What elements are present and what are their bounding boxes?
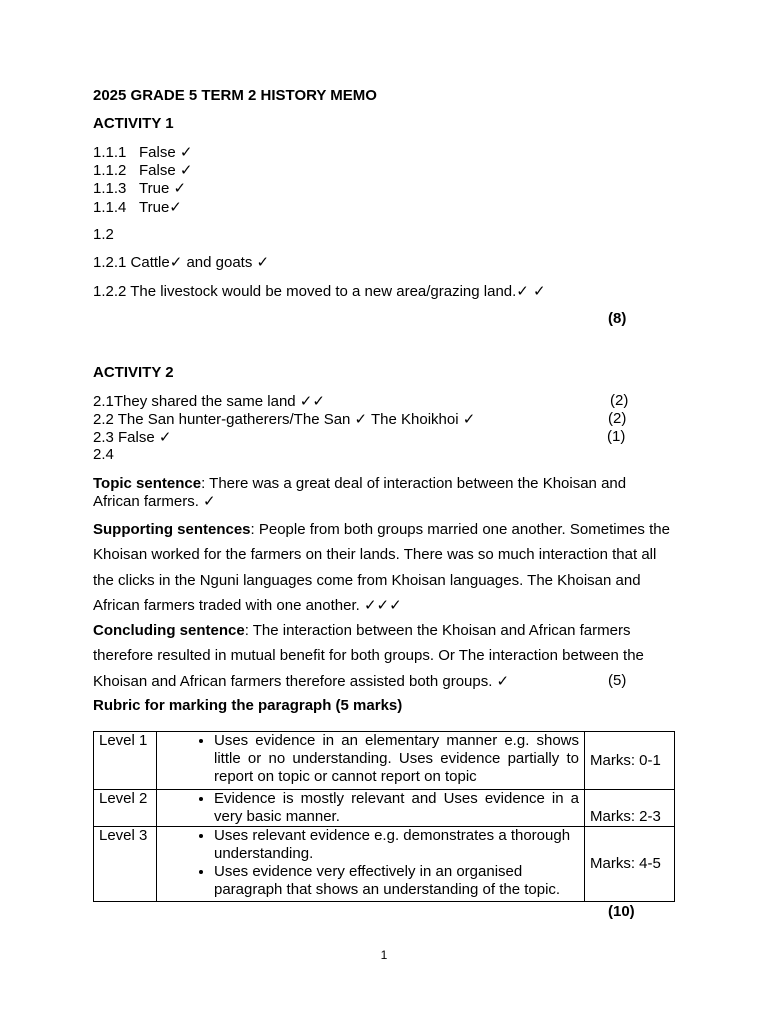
answer-2-1: 2.1They shared the same land ✓✓ <box>93 393 325 410</box>
marks-2-1: (2) <box>610 392 629 409</box>
page-number: 1 <box>380 948 388 962</box>
answer-2-3: 2.3 False ✓ <box>93 429 172 446</box>
concluding-label: Concluding sentence <box>93 622 245 639</box>
marks-2-2: (2) <box>608 410 627 427</box>
supporting-text: : People from both groups married one another. Sometimes the Khoisan worked for the farmers on their lands. There was so much interaction that all the clicks in the Nguni languages come from Khoisan languages. The Khoisan and African farmers traded with one another. ✓✓✓ <box>93 521 670 614</box>
list-item <box>93 161 192 179</box>
rubric-level: Level 2 <box>94 790 157 827</box>
topic-sentence <box>93 475 675 511</box>
table-row <box>94 790 675 827</box>
activity2-heading: ACTIVITY 2 <box>93 364 174 381</box>
supporting-label: Supporting sentences <box>93 521 251 538</box>
answer-1-2-1: 1.2.1 Cattle✓ and goats ✓ <box>93 254 270 271</box>
item-number: 1.1.2 <box>93 162 127 179</box>
list-item <box>93 179 186 197</box>
item-number: 1.1.4 <box>93 199 127 216</box>
paragraph-marks: (5) <box>608 672 627 689</box>
rubric-level: Level 1 <box>94 732 157 790</box>
item-number: 1.1.3 <box>93 180 127 197</box>
list-item <box>93 143 192 161</box>
table-row <box>94 827 675 902</box>
rubric-point: • Uses relevant evidence e.g. demonstrates a thorough understanding. <box>214 827 579 863</box>
item-answer: True✓ <box>139 199 182 216</box>
memo-title: 2025 GRADE 5 TERM 2 HISTORY MEMO <box>93 87 377 104</box>
rubric-marks: Marks: 4-5 <box>585 827 675 902</box>
rubric-point: • Uses evidence very effectively in an organised paragraph that shows an understanding of the topic. <box>214 863 579 899</box>
marks-2-3: (1) <box>607 428 626 445</box>
supporting-sentences <box>93 517 675 618</box>
activity1-total: (8) <box>608 310 627 327</box>
item-answer: True ✓ <box>139 180 187 197</box>
answer-2-2: 2.2 The San hunter-gatherers/The San ✓ The Khoikhoi ✓ <box>93 411 476 428</box>
rubric-marks: Marks: 0-1 <box>585 732 675 790</box>
item-answer: False ✓ <box>139 144 193 161</box>
question-2-4: 2.4 <box>93 446 114 463</box>
rubric-point: • Uses evidence in an elementary manner e.g. shows little or no understanding. Uses evidence partially to report on topic or cannot report on topic <box>214 732 579 786</box>
rubric-description <box>157 732 585 790</box>
concluding-text: : The interaction between the Khoisan and African farmers therefore resulted in mutual benefit for both groups. Or The interaction between the Khoisan and African farmers therefore assisted both groups. ✓ <box>93 622 644 690</box>
concluding-sentence <box>93 618 675 694</box>
rubric-point: • Evidence is mostly relevant and Uses evidence in a very basic manner. <box>214 790 579 826</box>
table-row <box>94 732 675 790</box>
item-number: 1.1.1 <box>93 144 127 161</box>
question-1-2: 1.2 <box>93 226 114 243</box>
rubric-description <box>157 790 585 827</box>
rubric-level: Level 3 <box>94 827 157 902</box>
answer-1-2-2: 1.2.2 The livestock would be moved to a new area/grazing land.✓ ✓ <box>93 283 546 300</box>
list-item <box>93 198 182 216</box>
topic-label: Topic sentence <box>93 475 202 492</box>
rubric-table <box>93 731 675 902</box>
activity1-heading: ACTIVITY 1 <box>93 115 174 132</box>
rubric-description <box>157 827 585 902</box>
item-answer: False ✓ <box>139 162 193 179</box>
topic-text: : There was a great deal of interaction between the Khoisan and African farmers. ✓ <box>93 475 627 510</box>
activity2-total: (10) <box>608 903 635 920</box>
rubric-marks: Marks: 2-3 <box>585 790 675 827</box>
rubric-heading: Rubric for marking the paragraph (5 marks) <box>93 697 403 714</box>
